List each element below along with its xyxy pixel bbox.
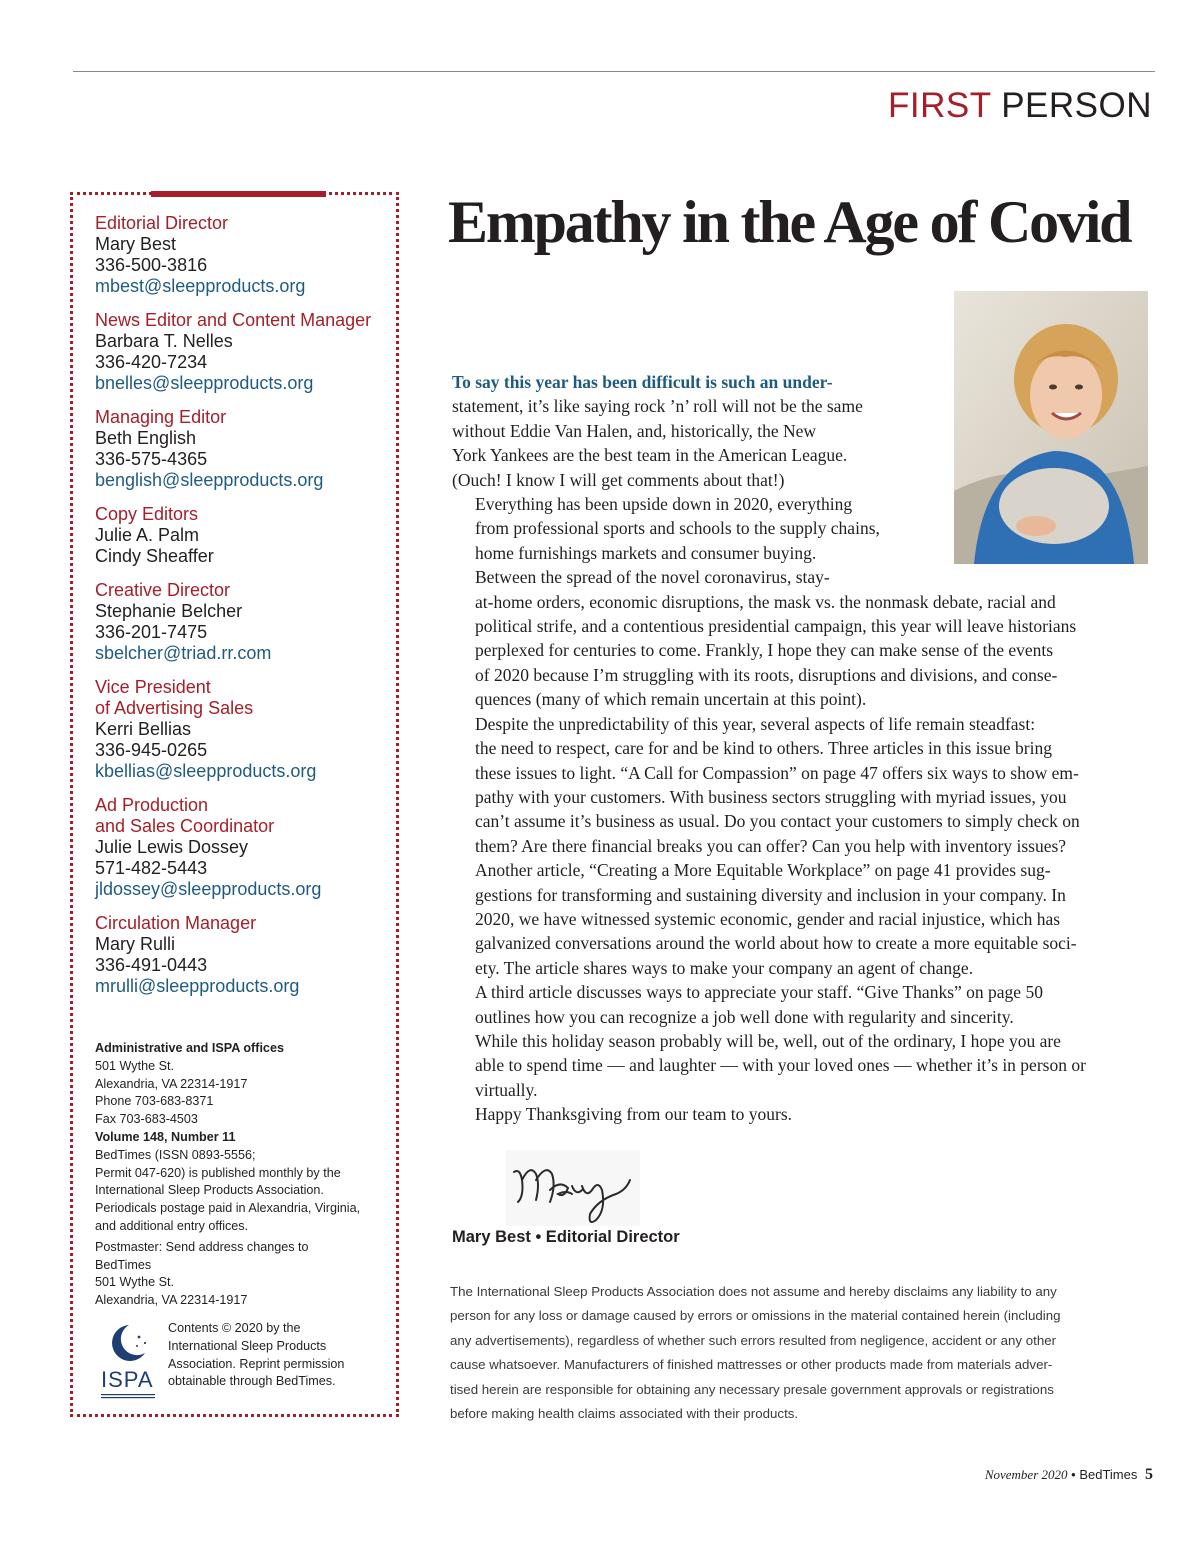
staff-detail: 336-491-0443 bbox=[95, 955, 208, 975]
article-line: virtually. bbox=[475, 1079, 538, 1100]
folio-publication: BedTimes bbox=[1079, 1467, 1138, 1482]
address-line: Phone 703-683-8371 bbox=[95, 1094, 214, 1109]
article-line: A third article discusses ways to appreciate your staff. “Give Thanks” on page 50 bbox=[475, 982, 1043, 1003]
ispa-logo-tagline bbox=[101, 1393, 155, 1399]
staff-group bbox=[95, 504, 395, 567]
staff-role: of Advertising Sales bbox=[95, 698, 254, 718]
offices-title: Administrative and ISPA offices bbox=[95, 1041, 284, 1055]
section-label-second: PERSON bbox=[1001, 86, 1152, 125]
copyright-line: Contents © 2020 by the bbox=[168, 1321, 301, 1335]
article-line: Despite the unpredictability of this year, several aspects of life remain steadfast: bbox=[475, 713, 1036, 734]
masthead-box bbox=[70, 192, 399, 1417]
staff-role: Copy Editors bbox=[95, 504, 199, 524]
article-line: Another article, “Creating a More Equitable Workplace” on page 41 provides sug- bbox=[475, 860, 1051, 881]
article-line: quences (many of which remain uncertain at this point). bbox=[475, 689, 867, 710]
page-number: 5 bbox=[1145, 1466, 1153, 1483]
article-line: political strife, and a contentious presidential campaign, this year will leave historians bbox=[475, 616, 1077, 637]
article-line: without Eddie Van Halen, and, historically, the New bbox=[452, 420, 817, 441]
staff-email-link[interactable]: jldossey@sleepproducts.org bbox=[95, 879, 322, 899]
postmaster-statement bbox=[95, 1239, 385, 1310]
article-line: Happy Thanksgiving from our team to yours. bbox=[475, 1104, 793, 1125]
postmaster-line: Postmaster: Send address changes to bbox=[95, 1239, 309, 1254]
article-line: can’t assume it’s business as usual. Do you contact your customers to simply check on bbox=[475, 811, 1080, 832]
staff-group bbox=[95, 407, 395, 491]
article-line: them? Are there financial breaks you can offer? Can you help with inventory issues? bbox=[475, 835, 1067, 856]
article-line: pathy with your customers. With business sectors struggling with myriad issues, you bbox=[475, 786, 1067, 807]
staff-detail: Julie A. Palm bbox=[95, 525, 200, 545]
folio-date: November 2020 bbox=[984, 1467, 1068, 1482]
article-paragraph bbox=[452, 370, 1148, 492]
address-line: Fax 703-683-4503 bbox=[95, 1112, 198, 1127]
staff-detail: 571-482-5443 bbox=[95, 858, 208, 878]
article-line: 2020, we have witnessed systemic economic, gender and racial injustice, which has bbox=[475, 908, 1061, 929]
article-line: at-home orders, economic disruptions, the mask vs. the nonmask debate, racial and bbox=[475, 591, 1056, 612]
article-paragraph bbox=[452, 1029, 1148, 1102]
copyright-note bbox=[168, 1320, 368, 1391]
staff-detail: Mary Best bbox=[95, 234, 177, 254]
article-headline: Empathy in the Age of Covid bbox=[448, 189, 1131, 255]
article-paragraph bbox=[452, 1102, 1148, 1126]
volume-number: Volume 148, Number 11 bbox=[95, 1129, 236, 1144]
copyright-line: obtainable through BedTimes. bbox=[168, 1374, 336, 1389]
staff-role: Vice President bbox=[95, 677, 211, 697]
staff-detail: Stephanie Belcher bbox=[95, 601, 243, 621]
article-paragraph bbox=[452, 565, 1148, 711]
article-line: statement, it’s like saying rock ’n’ roll will not be the same bbox=[452, 396, 863, 417]
section-label bbox=[888, 86, 1152, 126]
staff-role: News Editor and Content Manager bbox=[95, 310, 372, 330]
address-line: 501 Wythe St. bbox=[95, 1058, 174, 1073]
publication-line: International Sleep Products Association. bbox=[95, 1183, 324, 1198]
masthead-accent-bar bbox=[151, 191, 326, 197]
staff-detail: Kerri Bellias bbox=[95, 719, 192, 739]
staff-detail: 336-945-0265 bbox=[95, 740, 208, 760]
article-paragraph bbox=[452, 492, 1148, 565]
staff-email-link[interactable]: sbelcher@triad.rr.com bbox=[95, 643, 272, 663]
article-body bbox=[452, 370, 1148, 1127]
staff-detail: Beth English bbox=[95, 428, 197, 448]
staff-group bbox=[95, 795, 395, 900]
staff-group bbox=[95, 677, 395, 782]
staff-detail: Julie Lewis Dossey bbox=[95, 837, 249, 857]
staff-detail: Mary Rulli bbox=[95, 934, 176, 954]
postmaster-line: 501 Wythe St. bbox=[95, 1275, 174, 1290]
article-line: (Ouch! I know I will get comments about that!) bbox=[452, 469, 785, 490]
staff-detail: 336-201-7475 bbox=[95, 622, 208, 642]
staff-role: Ad Production bbox=[95, 795, 209, 815]
staff-email-link[interactable]: kbellias@sleepproducts.org bbox=[95, 761, 317, 781]
article-line: able to spend time — and laughter — with your loved ones — whether it’s in person or bbox=[475, 1055, 1086, 1076]
staff-group bbox=[95, 310, 395, 394]
postmaster-line: Alexandria, VA 22314-1917 bbox=[95, 1293, 248, 1308]
staff-email-link[interactable]: benglish@sleepproducts.org bbox=[95, 470, 324, 490]
postmaster-line: BedTimes bbox=[95, 1257, 152, 1272]
page-folio bbox=[985, 1466, 1153, 1484]
top-rule bbox=[73, 71, 1155, 72]
staff-email-link[interactable]: mbest@sleepproducts.org bbox=[95, 276, 306, 296]
publication-line: Permit 047-620) is published monthly by the bbox=[95, 1165, 341, 1180]
staff-email-link[interactable]: mrulli@sleepproducts.org bbox=[95, 976, 300, 996]
article-line: gestions for transforming and sustaining diversity and inclusion in your company. In bbox=[475, 884, 1066, 905]
article-line: the need to respect, care for and be kind to others. Three articles in this issue bring bbox=[475, 738, 1052, 759]
office-address bbox=[95, 1058, 385, 1129]
article-paragraph bbox=[452, 858, 1148, 980]
staff-detail: Barbara T. Nelles bbox=[95, 331, 233, 351]
lead-in-text: To say this year has been difficult is such an under- bbox=[452, 372, 833, 392]
liability-disclaimer bbox=[450, 1280, 1160, 1426]
disclaimer-line: any advertisements), regardless of whether such errors resulted from negligence, accident or any other bbox=[450, 1332, 1057, 1348]
staff-detail: Cindy Sheaffer bbox=[95, 546, 214, 566]
staff-email-link[interactable]: bnelles@sleepproducts.org bbox=[95, 373, 314, 393]
staff-group bbox=[95, 213, 395, 297]
disclaimer-line: The International Sleep Products Association does not assume and hereby disclaims any liability to any bbox=[450, 1284, 1057, 1299]
article-line: home furnishings markets and consumer buying. bbox=[475, 542, 817, 563]
publication-line: and additional entry offices. bbox=[95, 1218, 249, 1233]
signature-image bbox=[506, 1150, 640, 1226]
staff-group bbox=[95, 580, 395, 664]
staff-role: Circulation Manager bbox=[95, 913, 257, 933]
article-line: these issues to light. “A Call for Compassion” on page 47 offers six ways to show em- bbox=[475, 762, 1079, 783]
address-line: Alexandria, VA 22314-1917 bbox=[95, 1076, 248, 1091]
article-line: galvanized conversations around the world about how to create a more equitable soci- bbox=[475, 933, 1077, 954]
article-paragraph bbox=[452, 980, 1148, 1029]
staff-directory bbox=[95, 213, 395, 1010]
staff-detail: 336-420-7234 bbox=[95, 352, 208, 372]
publication-statement bbox=[95, 1147, 385, 1236]
staff-detail: 336-575-4365 bbox=[95, 449, 208, 469]
copyright-line: International Sleep Products bbox=[168, 1338, 327, 1353]
publication-line: BedTimes (ISSN 0893-5556; bbox=[95, 1147, 256, 1162]
folio-bullet: • bbox=[1071, 1467, 1076, 1482]
disclaimer-line: before making health claims associated with their products. bbox=[450, 1406, 799, 1422]
disclaimer-line: tised herein are responsible for obtaining any necessary presale government approvals or registrations bbox=[450, 1381, 1054, 1397]
article-line: While this holiday season probably will be, well, out of the ordinary, I hope you are bbox=[475, 1030, 1061, 1051]
publication-line: Periodicals postage paid in Alexandria, Virginia, bbox=[95, 1201, 361, 1216]
staff-role: Creative Director bbox=[95, 580, 231, 600]
article-line: from professional sports and schools to the supply chains, bbox=[475, 518, 880, 539]
ispa-logo-text: ISPA bbox=[101, 1367, 154, 1392]
staff-detail: 336-500-3816 bbox=[95, 255, 208, 275]
section-label-first: FIRST bbox=[887, 86, 991, 125]
article-paragraph bbox=[452, 712, 1148, 858]
article-line: perplexed for centuries to come. Frankly, I hope they can make sense of the events bbox=[475, 640, 1054, 661]
admin-info bbox=[95, 1040, 385, 1310]
disclaimer-line: cause whatsoever. Manufacturers of finished mattresses or other products made from materials adver- bbox=[450, 1357, 1053, 1373]
article-line: Between the spread of the novel coronavirus, stay- bbox=[475, 567, 830, 588]
article-line: Everything has been upside down in 2020, everything bbox=[475, 494, 853, 515]
article-line: of 2020 because I’m struggling with its roots, disruptions and divisions, and conse- bbox=[475, 664, 1058, 685]
staff-group bbox=[95, 913, 395, 997]
article-line: ety. The article shares ways to make your company an agent of change. bbox=[475, 957, 974, 978]
staff-role: Editorial Director bbox=[95, 213, 229, 233]
staff-role: Managing Editor bbox=[95, 407, 227, 427]
disclaimer-line: person for any loss or damage caused by errors or omissions in the material contained herein (including bbox=[450, 1308, 1061, 1324]
article-line: York Yankees are the best team in the American League. bbox=[452, 445, 848, 466]
staff-role: and Sales Coordinator bbox=[95, 816, 275, 836]
copyright-line: Association. Reprint permission bbox=[168, 1356, 345, 1371]
signature-caption: Mary Best • Editorial Director bbox=[452, 1228, 680, 1246]
article-line: outlines how you can recognize a job well done with regularity and sincerity. bbox=[475, 1006, 1014, 1027]
